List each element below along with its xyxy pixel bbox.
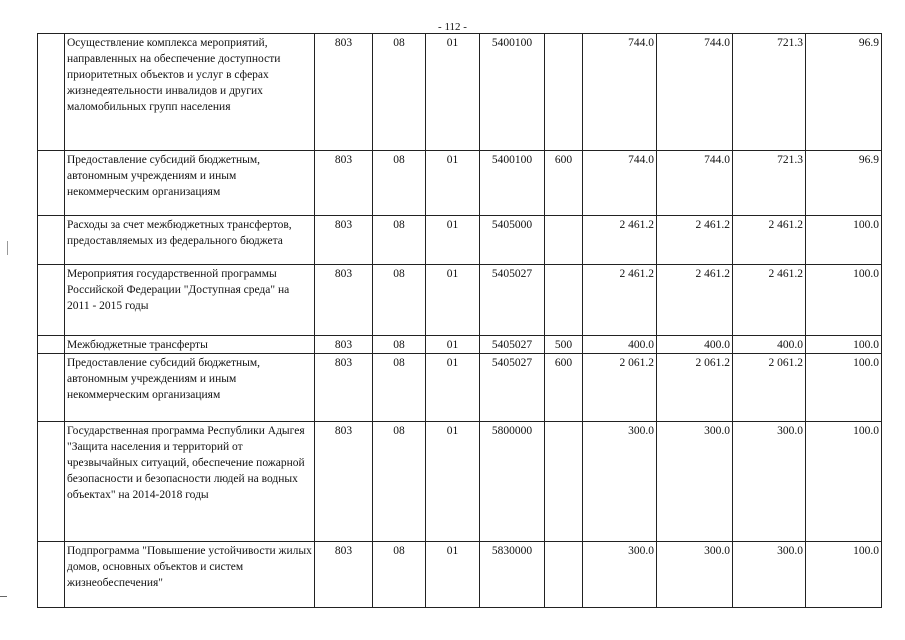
target-article: 5405027 bbox=[480, 336, 545, 354]
plan-amount: 300.0 bbox=[583, 542, 657, 608]
expense-type: 600 bbox=[545, 354, 583, 422]
executed-amount: 2 061.2 bbox=[733, 354, 806, 422]
page-number: - 112 - bbox=[438, 21, 467, 33]
subsection-code: 01 bbox=[426, 216, 480, 265]
table-row bbox=[38, 422, 882, 542]
row-name: Мероприятия государственной программы Российской Федерации "Доступная среда" на 2011 - 2015 годы bbox=[65, 265, 315, 336]
plan-amount: 744.0 bbox=[583, 34, 657, 151]
refined-amount: 400.0 bbox=[657, 336, 733, 354]
section-code: 08 bbox=[373, 542, 426, 608]
section-code: 08 bbox=[373, 34, 426, 151]
expense-type bbox=[545, 422, 583, 542]
subsection-code: 01 bbox=[426, 336, 480, 354]
expense-type bbox=[545, 542, 583, 608]
index-cell bbox=[38, 354, 65, 422]
section-code: 08 bbox=[373, 216, 426, 265]
execution-percent: 100.0 bbox=[806, 542, 882, 608]
index-cell bbox=[38, 151, 65, 216]
refined-amount: 2 061.2 bbox=[657, 354, 733, 422]
row-name: Предоставление субсидий бюджетным, автономным учреждениям и иным некоммерческим организациям bbox=[65, 354, 315, 422]
plan-amount: 300.0 bbox=[583, 422, 657, 542]
table-row bbox=[38, 265, 882, 336]
section-code: 08 bbox=[373, 151, 426, 216]
table-row bbox=[38, 542, 882, 608]
row-name: Подпрограмма "Повышение устойчивости жилых домов, основных объектов и систем жизнеобеспечения" bbox=[65, 542, 315, 608]
refined-amount: 2 461.2 bbox=[657, 265, 733, 336]
executed-amount: 2 461.2 bbox=[733, 216, 806, 265]
expense-type: 600 bbox=[545, 151, 583, 216]
ministry-code: 803 bbox=[315, 542, 373, 608]
subsection-code: 01 bbox=[426, 542, 480, 608]
index-cell bbox=[38, 422, 65, 542]
target-article: 5405027 bbox=[480, 354, 545, 422]
index-cell bbox=[38, 265, 65, 336]
refined-amount: 744.0 bbox=[657, 34, 733, 151]
table-row bbox=[38, 354, 882, 422]
plan-amount: 744.0 bbox=[583, 151, 657, 216]
executed-amount: 721.3 bbox=[733, 151, 806, 216]
execution-percent: 100.0 bbox=[806, 336, 882, 354]
subsection-code: 01 bbox=[426, 151, 480, 216]
execution-percent: 100.0 bbox=[806, 265, 882, 336]
subsection-code: 01 bbox=[426, 422, 480, 542]
refined-amount: 2 461.2 bbox=[657, 216, 733, 265]
section-code: 08 bbox=[373, 422, 426, 542]
refined-amount: 744.0 bbox=[657, 151, 733, 216]
ministry-code: 803 bbox=[315, 422, 373, 542]
execution-percent: 100.0 bbox=[806, 216, 882, 265]
budget-table bbox=[37, 33, 882, 608]
executed-amount: 400.0 bbox=[733, 336, 806, 354]
table-row bbox=[38, 216, 882, 265]
ministry-code: 803 bbox=[315, 265, 373, 336]
index-cell bbox=[38, 34, 65, 151]
plan-amount: 2 461.2 bbox=[583, 216, 657, 265]
subsection-code: 01 bbox=[426, 34, 480, 151]
index-cell bbox=[38, 216, 65, 265]
row-name: Расходы за счет межбюджетных трансфертов, предоставляемых из федерального бюджета bbox=[65, 216, 315, 265]
expense-type bbox=[545, 34, 583, 151]
target-article: 5405027 bbox=[480, 265, 545, 336]
refined-amount: 300.0 bbox=[657, 542, 733, 608]
table-row bbox=[38, 151, 882, 216]
table-row bbox=[38, 336, 882, 354]
execution-percent: 96.9 bbox=[806, 151, 882, 216]
index-cell bbox=[38, 336, 65, 354]
target-article: 5405000 bbox=[480, 216, 545, 265]
executed-amount: 300.0 bbox=[733, 542, 806, 608]
target-article: 5800000 bbox=[480, 422, 545, 542]
subsection-code: 01 bbox=[426, 354, 480, 422]
expense-type bbox=[545, 265, 583, 336]
ministry-code: 803 bbox=[315, 151, 373, 216]
execution-percent: 100.0 bbox=[806, 422, 882, 542]
row-name: Осуществление комплекса мероприятий, направленных на обеспечение доступности приоритетных объектов и услуг в сферах жизнедеятельности инвалидов и других маломобильных групп населения bbox=[65, 34, 315, 151]
ministry-code: 803 bbox=[315, 216, 373, 265]
margin-mark bbox=[0, 596, 7, 597]
expense-type: 500 bbox=[545, 336, 583, 354]
refined-amount: 300.0 bbox=[657, 422, 733, 542]
index-cell bbox=[38, 542, 65, 608]
section-code: 08 bbox=[373, 336, 426, 354]
expense-type bbox=[545, 216, 583, 265]
target-article: 5400100 bbox=[480, 151, 545, 216]
target-article: 5400100 bbox=[480, 34, 545, 151]
executed-amount: 2 461.2 bbox=[733, 265, 806, 336]
executed-amount: 721.3 bbox=[733, 34, 806, 151]
ministry-code: 803 bbox=[315, 354, 373, 422]
section-code: 08 bbox=[373, 265, 426, 336]
row-name: Межбюджетные трансферты bbox=[65, 336, 315, 354]
ministry-code: 803 bbox=[315, 336, 373, 354]
plan-amount: 2 061.2 bbox=[583, 354, 657, 422]
margin-mark bbox=[7, 241, 8, 255]
executed-amount: 300.0 bbox=[733, 422, 806, 542]
section-code: 08 bbox=[373, 354, 426, 422]
subsection-code: 01 bbox=[426, 265, 480, 336]
row-name: Предоставление субсидий бюджетным, автономным учреждениям и иным некоммерческим организациям bbox=[65, 151, 315, 216]
execution-percent: 100.0 bbox=[806, 354, 882, 422]
plan-amount: 400.0 bbox=[583, 336, 657, 354]
execution-percent: 96.9 bbox=[806, 34, 882, 151]
table-row bbox=[38, 34, 882, 151]
plan-amount: 2 461.2 bbox=[583, 265, 657, 336]
row-name: Государственная программа Республики Адыгея "Защита населения и территорий от чрезвычайных ситуаций, обеспечение пожарной безопасности и безопасности людей на водных объектах" на 2014-2018 годы bbox=[65, 422, 315, 542]
target-article: 5830000 bbox=[480, 542, 545, 608]
ministry-code: 803 bbox=[315, 34, 373, 151]
